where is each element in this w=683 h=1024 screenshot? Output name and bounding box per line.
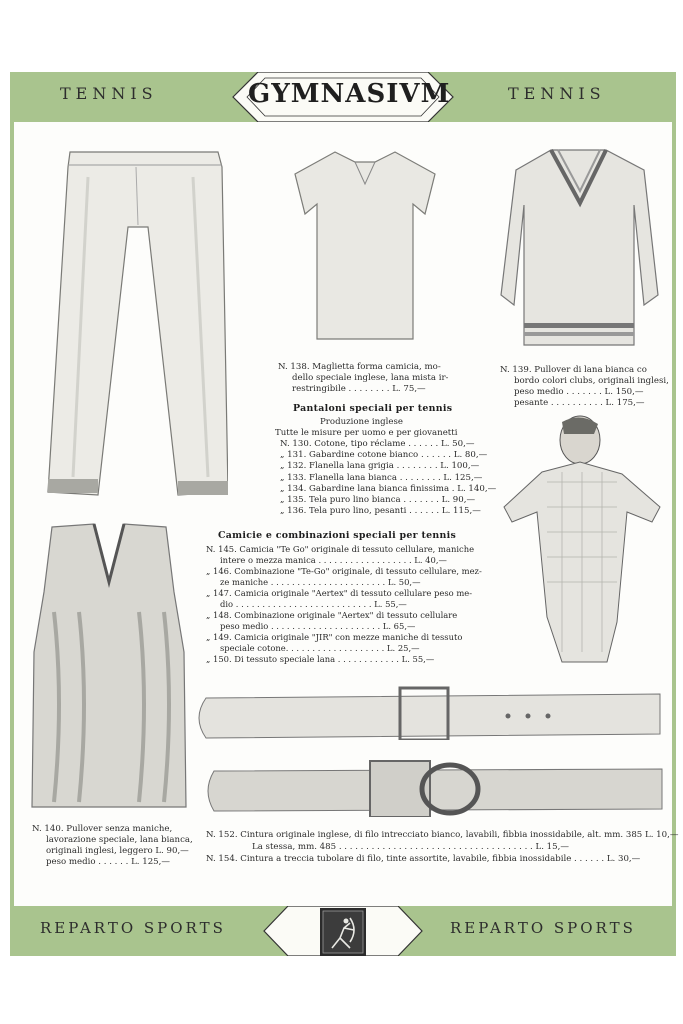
list-row: „ 149. Camicia originale "JIR" con mezze maniche di tessuto [206, 632, 463, 642]
caption-line: pesante . . . . . . . . . . L. 175,— [514, 398, 645, 408]
list-row: speciale cotone. . . . . . . . . . . . . . . . . . . L. 25,— [220, 643, 420, 653]
footer-right-label: REPARTO SPORTS [450, 919, 636, 937]
list-row: N. 130. Cotone, tipo réclame . . . . . . L. 50,— [280, 439, 475, 449]
caption-line: bordo colori clubs, originali inglesi, [514, 376, 669, 386]
caption-line: N. 138. Maglietta forma camicia, mo- [278, 362, 441, 372]
caption-line: peso medio . . . . . . L. 125,— [46, 857, 170, 867]
caption-line: N. 139. Pullover di lana bianca co [500, 365, 647, 375]
left-border [10, 122, 14, 906]
item-140-caption [32, 824, 193, 868]
caption-line: lavorazione speciale, lana bianca, [46, 835, 193, 845]
polo-shirt-illustration [285, 144, 445, 349]
caption-line: peso medio . . . . . . . L. 150,— [514, 387, 644, 397]
pantaloni-list [280, 439, 496, 517]
belt-154-line: N. 154. Cintura a treccia tubolare di filo, tinte assortite, lavabile, fibbia inossidabile . . . . . . L. 30,— [206, 854, 641, 864]
list-row: „ 135. Tela puro lino bianca . . . . . . . L. 90,— [280, 495, 476, 506]
trousers-illustration [28, 147, 228, 507]
list-row: ze maniche . . . . . . . . . . . . . . . . . . . . . . L. 50,— [220, 577, 421, 587]
caption-line: dello speciale inglese, lana mista ir- [292, 373, 449, 383]
list-row: „ 132. Flanella lana grigia . . . . . . . . L. 100,— [280, 461, 480, 472]
item-138-caption [278, 362, 448, 395]
list-row: „ 150. Di tessuto speciale lana . . . . . . . . . . . . L. 55,— [206, 654, 435, 664]
man-in-combination-illustration [502, 412, 662, 672]
footer-left-label: REPARTO SPORTS [40, 919, 226, 937]
list-row: „ 131. Gabardine cotone bianco . . . . . . L. 80,— [280, 450, 488, 461]
archer-emblem-icon [320, 908, 366, 956]
header-left-label: TENNIS [60, 84, 158, 103]
camicie-list [206, 544, 482, 665]
list-row: „ 134. Gabardine lana bianca finissima . L. 140,— [280, 483, 497, 494]
camicie-heading: Camicie e combinazioni speciali per tennis [218, 530, 457, 541]
vneck-pullover-illustration [496, 145, 664, 360]
right-border [672, 122, 676, 906]
brand-logo: GYMNASIVM [248, 79, 451, 109]
list-row: „ 146. Combinazione "Te-Go" originale, di tessuto cellulare, mez- [206, 566, 482, 576]
item-139-caption [500, 365, 669, 409]
list-row: „ 148. Combinazione originale "Aertex" di tessuto cellulare [206, 610, 458, 620]
belt-154-illustration [200, 757, 666, 817]
pantaloni-heading: Pantaloni speciali per tennis [293, 403, 453, 414]
caption-line: originali inglesi, leggero L. 90,— [46, 846, 189, 856]
list-row: peso medio . . . . . . . . . . . . . . . . . . . . . L. 65,— [220, 621, 416, 631]
list-row: „ 147. Camicia originale "Aertex" di tessuto cellulare peso me- [206, 588, 473, 598]
caption-line: restringibile . . . . . . . . L. 75,— [292, 384, 426, 394]
list-row: dio . . . . . . . . . . . . . . . . . . . . . . . . . . L. 55,— [220, 599, 407, 609]
pantaloni-subtitle: Tutte le misure per uomo e per giovanetti [275, 428, 458, 438]
list-row: „ 136. Tela puro lino, pesanti . . . . . . L. 115,— [280, 506, 481, 517]
list-row: „ 133. Flanella lana bianca . . . . . . . . L. 125,— [280, 472, 483, 483]
belt-152-variant-line: La stessa, mm. 485 . . . . . . . . . . . . . . . . . . . . . . . . . . . . . . . . . . . . L. 15,— [252, 842, 569, 852]
belt-152-illustration [190, 684, 664, 740]
pantaloni-subtitle: Produzione inglese [320, 417, 404, 427]
sleeveless-pullover-illustration [24, 522, 194, 810]
belt-152-line: N. 152. Cintura originale inglese, di filo intrecciato bianco, lavabili, fibbia inossidabile, alt. mm. 385 L. 10,— [206, 830, 679, 840]
header-right-label: TENNIS [508, 84, 606, 103]
caption-line: N. 140. Pullover senza maniche, [32, 824, 173, 834]
list-row: intere o mezza manica . . . . . . . . . . . . . . . . . . L. 40,— [220, 555, 447, 565]
list-row: N. 145. Camicia "Te Go" originale di tessuto cellulare, maniche [206, 544, 475, 554]
catalog-page [10, 72, 679, 956]
